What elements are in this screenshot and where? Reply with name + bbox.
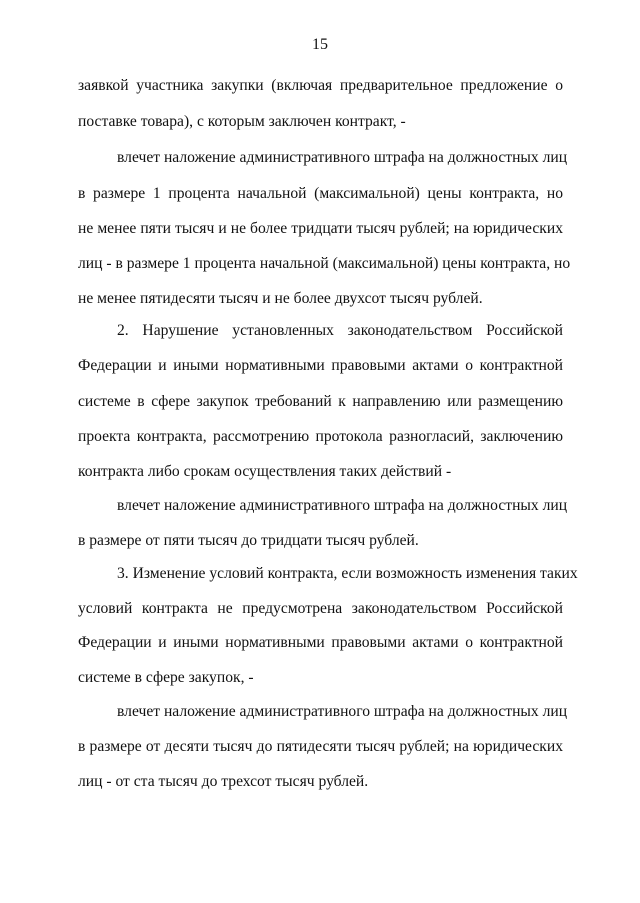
text-line: системе в сфере закупок, - [78,669,254,686]
text-line: не менее пяти тысяч и не более тридцати тысяч рублей; на юридических [78,220,563,237]
text-line: 3. Изменение условий контракта, если возможность изменения таких [117,565,578,582]
text-line: Федерации и иными нормативными правовыми актами о контрактной [78,357,563,374]
text-line: контракта либо срокам осуществления таких действий - [78,463,452,480]
text-line: лиц - от ста тысяч до трехсот тысяч рублей. [78,773,369,790]
page-number: 15 [312,36,328,53]
text-line: влечет наложение административного штрафа на должностных лиц [117,703,568,720]
text-line: Федерации и иными нормативными правовыми актами о контрактной [78,634,563,651]
text-line: в размере 1 процента начальной (максимальной) цены контракта, но [78,185,563,202]
text-line: лиц - в размере 1 процента начальной (максимальной) цены контракта, но [78,255,571,272]
text-line: поставке товара), с которым заключен контракт, - [78,113,406,130]
text-line: влечет наложение административного штрафа на должностных лиц [117,149,568,166]
text-line: заявкой участника закупки (включая предварительное предложение о [78,77,563,94]
text-line: 2. Нарушение установленных законодательством Российской [117,322,563,339]
text-line: системе в сфере закупок требований к направлению или размещению [78,393,563,410]
text-line: в размере от десяти тысяч до пятидесяти тысяч рублей; на юридических [78,738,563,755]
text-line: не менее пятидесяти тысяч и не более двухсот тысяч рублей. [78,290,483,307]
text-line: в размере от пяти тысяч до тридцати тысяч рублей. [78,532,419,549]
text-line: проекта контракта, рассмотрению протокола разногласий, заключению [78,428,563,445]
text-line: условий контракта не предусмотрена законодательством Российской [78,600,563,617]
text-line: влечет наложение административного штрафа на должностных лиц [117,497,568,514]
